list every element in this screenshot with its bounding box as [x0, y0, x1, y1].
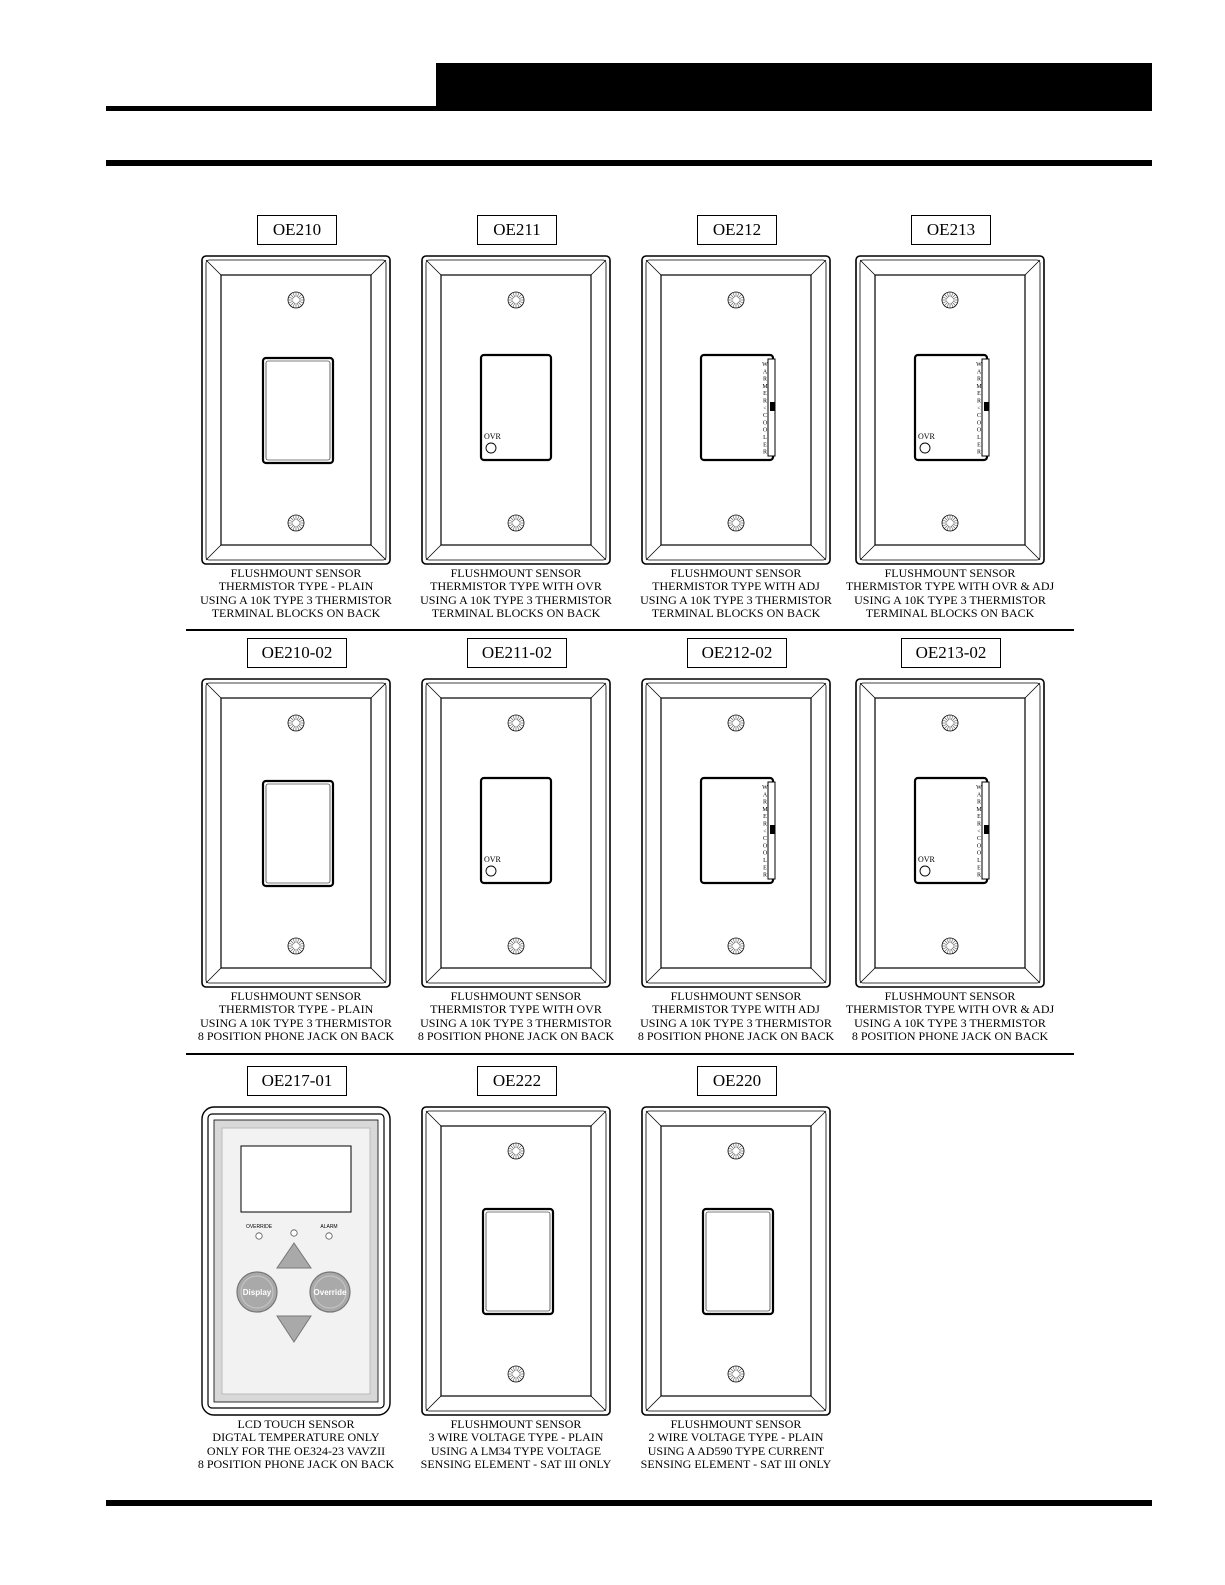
flushmount-sensor-diagram [855, 255, 1045, 565]
sensor-description [611, 990, 861, 1044]
svg-text:R: R [762, 799, 768, 806]
svg-text:O: O [762, 420, 768, 427]
override-button-icon[interactable] [486, 443, 496, 453]
svg-text:L: L [977, 858, 981, 864]
svg-text:A: A [976, 792, 982, 799]
description-line: THERMISTOR TYPE - PLAIN [218, 579, 374, 594]
sensor-description [171, 990, 421, 1044]
description-line: FLUSHMOUNT SENSOR [884, 566, 1016, 580]
sensor-description [611, 567, 861, 621]
description-line: USING A 10K TYPE 3 THERMISTOR [640, 592, 832, 607]
description-line: SENSING ELEMENT - SAT III ONLY [640, 1457, 832, 1472]
bottom-screw-icon [728, 938, 744, 954]
svg-text:R: R [976, 872, 982, 879]
status-led-icon [291, 1230, 297, 1236]
description-line: THERMISTOR TYPE WITH OVR [430, 1002, 602, 1017]
svg-text:W: W [976, 362, 982, 368]
flushmount-sensor-diagram [641, 1106, 831, 1416]
svg-text:E: E [763, 442, 767, 449]
description-line: TERMINAL BLOCKS ON BACK [865, 606, 1035, 621]
svg-text:O: O [976, 850, 982, 857]
bottom-screw-icon [942, 938, 958, 954]
svg-text:C: C [976, 413, 982, 420]
description-line: FLUSHMOUNT SENSOR [450, 1417, 582, 1431]
bottom-screw-icon [942, 515, 958, 531]
sensor-description [825, 990, 1075, 1044]
top-screw-icon [288, 715, 304, 731]
sensor-cover [263, 358, 333, 463]
svg-text:O: O [976, 420, 982, 427]
model-number-label: OE211 [477, 215, 557, 245]
svg-text:M: M [976, 383, 982, 390]
flushmount-sensor-diagram [855, 678, 1045, 988]
description-line: 8 POSITION PHONE JACK ON BACK [637, 1029, 835, 1044]
top-screw-icon [728, 292, 744, 308]
description-line: USING A AD590 TYPE CURRENT [647, 1443, 825, 1458]
description-line: 8 POSITION PHONE JACK ON BACK [197, 1457, 395, 1472]
bottom-screw-icon [728, 515, 744, 531]
flushmount-sensor-diagram [421, 678, 611, 988]
description-line: FLUSHMOUNT SENSOR [230, 566, 362, 580]
row-divider-2 [186, 1053, 1074, 1055]
svg-text:E: E [977, 814, 981, 821]
description-line: 2 WIRE VOLTAGE TYPE - PLAIN [648, 1430, 824, 1445]
header-bar [436, 63, 1152, 108]
flushmount-sensor-diagram [421, 255, 611, 565]
sensor-cover [703, 1209, 773, 1314]
svg-text:E: E [977, 442, 981, 449]
top-screw-icon [508, 715, 524, 731]
svg-text:<: < [763, 405, 767, 412]
svg-text:O: O [976, 427, 982, 434]
description-line: THERMISTOR TYPE WITH OVR [430, 579, 602, 594]
svg-text:L: L [977, 435, 981, 441]
svg-text:M: M [762, 806, 768, 813]
model-number-label: OE210 [257, 215, 337, 245]
description-line: USING A 10K TYPE 3 THERMISTOR [420, 1015, 612, 1030]
description-line: FLUSHMOUNT SENSOR [670, 989, 802, 1003]
svg-text:L: L [763, 435, 767, 441]
description-line: TERMINAL BLOCKS ON BACK [211, 606, 381, 621]
override-button-label: Override [313, 1288, 347, 1297]
description-line: FLUSHMOUNT SENSOR [230, 989, 362, 1003]
description-line: FLUSHMOUNT SENSOR [670, 1417, 802, 1431]
description-line: USING A 10K TYPE 3 THERMISTOR [420, 592, 612, 607]
svg-text:O: O [762, 427, 768, 434]
model-number-label: OE217-01 [247, 1066, 347, 1096]
sensor-cover [263, 781, 333, 886]
override-button-icon[interactable] [920, 443, 930, 453]
display-button-label: Display [242, 1288, 272, 1297]
svg-text:O: O [762, 843, 768, 850]
model-number-label: OE213 [911, 215, 991, 245]
override-led-icon [256, 1233, 262, 1239]
description-line: 8 POSITION PHONE JACK ON BACK [417, 1029, 615, 1044]
description-line: TERMINAL BLOCKS ON BACK [651, 606, 821, 621]
description-line: TERMINAL BLOCKS ON BACK [431, 606, 601, 621]
description-line: LCD TOUCH SENSOR [237, 1417, 355, 1431]
description-line: USING A 10K TYPE 3 THERMISTOR [854, 1015, 1046, 1030]
svg-text:E: E [977, 865, 981, 872]
title-rule [106, 160, 1152, 166]
top-screw-icon [508, 1143, 524, 1159]
description-line: USING A 10K TYPE 3 THERMISTOR [200, 592, 392, 607]
svg-text:E: E [763, 391, 767, 398]
description-line: THERMISTOR TYPE WITH ADJ [652, 1002, 820, 1017]
svg-text:R: R [762, 872, 768, 879]
flushmount-sensor-diagram [201, 255, 391, 565]
model-number-label: OE212 [697, 215, 777, 245]
svg-text:W: W [976, 785, 982, 791]
description-line: USING A 10K TYPE 3 THERMISTOR [200, 1015, 392, 1030]
svg-text:M: M [976, 806, 982, 813]
ovr-label: OVR [918, 432, 935, 441]
sensor-cover [483, 1209, 553, 1314]
sensor-description [171, 567, 421, 621]
top-screw-icon [942, 715, 958, 731]
description-line: THERMISTOR TYPE WITH ADJ [652, 579, 820, 594]
sensor-description [391, 1418, 641, 1472]
setpoint-slider-thumb[interactable] [770, 825, 775, 834]
svg-text:R: R [762, 376, 768, 383]
flushmount-sensor-diagram [421, 1106, 611, 1416]
description-line: SENSING ELEMENT - SAT III ONLY [420, 1457, 612, 1472]
description-line: 8 POSITION PHONE JACK ON BACK [851, 1029, 1049, 1044]
description-line: 3 WIRE VOLTAGE TYPE - PLAIN [428, 1430, 604, 1445]
override-button-icon[interactable] [486, 866, 496, 876]
top-screw-icon [728, 1143, 744, 1159]
bottom-screw-icon [288, 938, 304, 954]
setpoint-slider-thumb[interactable] [984, 402, 989, 411]
bottom-screw-icon [508, 515, 524, 531]
alarm-led-label: ALARM [320, 1224, 338, 1230]
svg-text:R: R [976, 398, 982, 405]
model-number-label: OE220 [697, 1066, 777, 1096]
svg-text:R: R [762, 398, 768, 405]
svg-text:A: A [762, 792, 768, 799]
svg-text:C: C [762, 413, 768, 420]
flushmount-sensor-diagram [641, 678, 831, 988]
sensor-description [611, 1418, 861, 1472]
bottom-screw-icon [288, 515, 304, 531]
alarm-led-icon [326, 1233, 332, 1239]
svg-text:R: R [976, 449, 982, 456]
row-divider-1 [186, 629, 1074, 631]
bottom-screw-icon [728, 1366, 744, 1382]
model-number-label: OE211-02 [467, 638, 567, 668]
description-line: ONLY FOR THE OE324-23 VAVZII [206, 1443, 386, 1458]
svg-text:C: C [976, 836, 982, 843]
model-number-label: OE213-02 [901, 638, 1001, 668]
bottom-screw-icon [508, 938, 524, 954]
svg-text:A: A [762, 369, 768, 376]
sensor-description [391, 567, 641, 621]
override-led-label: OVERRIDE [245, 1224, 273, 1230]
svg-text:<: < [977, 828, 981, 835]
description-line: THERMISTOR TYPE WITH OVR & ADJ [845, 1002, 1055, 1017]
svg-text:O: O [976, 843, 982, 850]
svg-text:L: L [763, 858, 767, 864]
svg-text:<: < [763, 828, 767, 835]
ovr-label: OVR [484, 432, 501, 441]
flushmount-sensor-diagram [201, 678, 391, 988]
top-screw-icon [728, 715, 744, 731]
svg-text:E: E [763, 814, 767, 821]
svg-text:R: R [976, 376, 982, 383]
svg-text:R: R [976, 821, 982, 828]
setpoint-slider-thumb[interactable] [984, 825, 989, 834]
svg-text:W: W [762, 785, 768, 791]
description-line: FLUSHMOUNT SENSOR [670, 566, 802, 580]
description-line: FLUSHMOUNT SENSOR [450, 566, 582, 580]
sensor-description [825, 567, 1075, 621]
ovr-label: OVR [484, 855, 501, 864]
description-line: USING A LM34 TYPE VOLTAGE [430, 1443, 602, 1458]
description-line: 8 POSITION PHONE JACK ON BACK [197, 1029, 395, 1044]
svg-text:C: C [762, 836, 768, 843]
svg-text:M: M [762, 383, 768, 390]
description-line: USING A 10K TYPE 3 THERMISTOR [640, 1015, 832, 1030]
flushmount-sensor-diagram [641, 255, 831, 565]
svg-text:<: < [977, 405, 981, 412]
top-screw-icon [288, 292, 304, 308]
description-line: USING A 10K TYPE 3 THERMISTOR [854, 592, 1046, 607]
svg-text:E: E [763, 865, 767, 872]
override-button-icon[interactable] [920, 866, 930, 876]
lcd-display-screen [241, 1146, 351, 1212]
sensor-description [391, 990, 641, 1044]
description-line: FLUSHMOUNT SENSOR [884, 989, 1016, 1003]
svg-text:E: E [977, 391, 981, 398]
setpoint-slider-thumb[interactable] [770, 402, 775, 411]
model-number-label: OE212-02 [687, 638, 787, 668]
description-line: THERMISTOR TYPE - PLAIN [218, 1002, 374, 1017]
svg-text:A: A [976, 369, 982, 376]
description-line: THERMISTOR TYPE WITH OVR & ADJ [845, 579, 1055, 594]
header-rule [106, 106, 1152, 111]
ovr-label: OVR [918, 855, 935, 864]
model-number-label: OE210-02 [247, 638, 347, 668]
lcd-touch-sensor-diagram [201, 1106, 391, 1416]
footer-rule [106, 1500, 1152, 1506]
sensor-description [171, 1418, 421, 1472]
top-screw-icon [942, 292, 958, 308]
description-line: FLUSHMOUNT SENSOR [450, 989, 582, 1003]
bottom-screw-icon [508, 1366, 524, 1382]
description-line: DIGTAL TEMPERATURE ONLY [212, 1430, 380, 1445]
svg-text:R: R [976, 799, 982, 806]
svg-text:R: R [762, 449, 768, 456]
svg-text:W: W [762, 362, 768, 368]
svg-text:O: O [762, 850, 768, 857]
top-screw-icon [508, 292, 524, 308]
model-number-label: OE222 [477, 1066, 557, 1096]
svg-text:R: R [762, 821, 768, 828]
